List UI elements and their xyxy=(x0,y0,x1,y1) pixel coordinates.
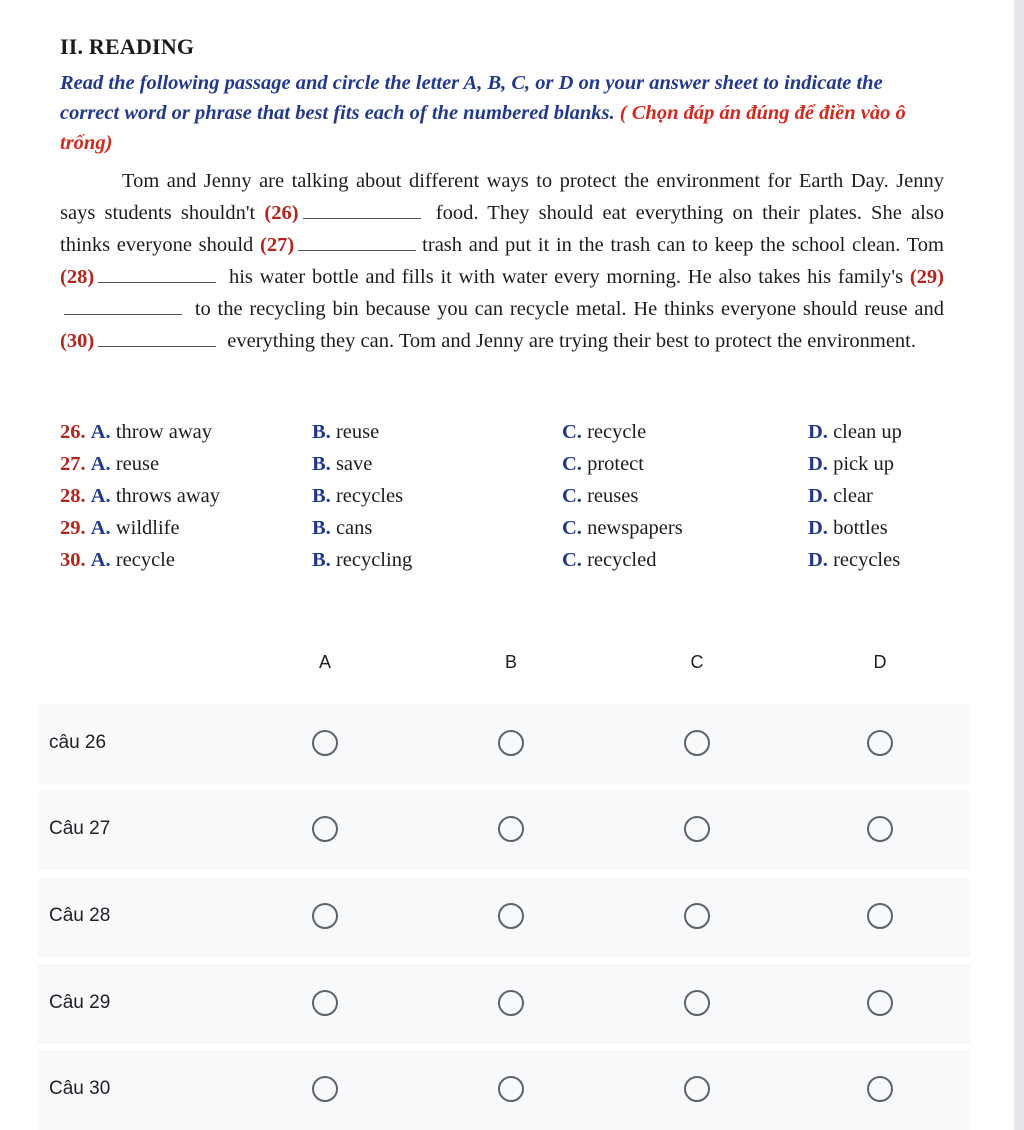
option-a: recycle xyxy=(115,549,175,571)
option-letter: C. xyxy=(562,485,582,507)
option-letter: C. xyxy=(562,517,582,539)
column-header-c: C xyxy=(690,652,704,672)
option-a: wildlife xyxy=(115,517,180,539)
question-row xyxy=(60,421,960,453)
option-a: throw away xyxy=(115,421,213,443)
option-letter: B. xyxy=(312,421,331,443)
option-letter: D. xyxy=(808,549,828,571)
reading-passage xyxy=(60,165,944,357)
option-letter: A. xyxy=(90,421,111,443)
window-edge xyxy=(1014,0,1024,1130)
option-letter: A. xyxy=(90,453,111,475)
radio-28-c[interactable] xyxy=(684,903,710,929)
option-letter: C. xyxy=(562,421,582,443)
option-d: clear xyxy=(833,485,873,507)
blank-line xyxy=(303,200,421,219)
question-row xyxy=(60,549,960,581)
passage-text: trash and put it in the trash can to keep the school clean. Tom xyxy=(422,234,944,256)
question-number: 28. xyxy=(60,485,86,507)
instructions-vn: ( Chọn đáp án đúng để điền vào ô trống) xyxy=(60,102,906,154)
question-number: 29. xyxy=(60,517,86,539)
question-row xyxy=(60,453,960,485)
option-d: pick up xyxy=(833,453,894,475)
option-letter: B. xyxy=(312,485,331,507)
option-b: reuse xyxy=(335,421,380,443)
radio-26-d[interactable] xyxy=(867,730,893,756)
radio-30-b[interactable] xyxy=(498,1076,524,1102)
column-header-d: D xyxy=(873,652,887,672)
grid-row-26 xyxy=(38,704,970,784)
question-number: 27. xyxy=(60,453,86,475)
row-label: Câu 30 xyxy=(49,1078,111,1099)
option-letter: D. xyxy=(808,421,828,443)
grid-row-30 xyxy=(38,1050,970,1130)
passage-text: his water bottle and fills it with water every morning. He also takes his family's xyxy=(228,266,904,288)
row-label: Câu 27 xyxy=(49,818,111,839)
grid-row-29 xyxy=(38,964,970,1044)
option-letter: A. xyxy=(90,517,111,539)
section-heading: II. READING xyxy=(60,34,195,59)
option-letter: A. xyxy=(90,549,111,571)
passage-text: food. They should eat everything on their plates. She also thinks everyone should xyxy=(60,202,945,256)
blank-number: (29) xyxy=(909,266,944,288)
option-b: save xyxy=(335,453,373,475)
question-row xyxy=(60,485,960,517)
radio-29-b[interactable] xyxy=(498,990,524,1016)
radio-27-b[interactable] xyxy=(498,816,524,842)
radio-26-c[interactable] xyxy=(684,730,710,756)
row-label: Câu 29 xyxy=(49,992,111,1013)
question-row xyxy=(60,517,960,549)
blank-number: (28) xyxy=(60,266,95,288)
option-c: reuses xyxy=(587,485,639,507)
answer-options xyxy=(60,421,960,581)
radio-26-a[interactable] xyxy=(312,730,338,756)
passage-text: everything they can. Tom and Jenny are trying their best to protect the environment. xyxy=(227,330,917,352)
blank-line xyxy=(98,328,216,347)
instructions-en: Read the following passage and circle the letter A, B, C, or D on your answer sheet to indicate the correct word or phrase that best fits each of the numbered blanks. xyxy=(60,72,883,124)
option-letter: D. xyxy=(808,453,828,475)
radio-29-c[interactable] xyxy=(684,990,710,1016)
option-d: recycles xyxy=(833,549,901,571)
option-b: recycling xyxy=(335,549,413,571)
row-label: Câu 28 xyxy=(49,905,111,926)
radio-28-d[interactable] xyxy=(867,903,893,929)
radio-27-c[interactable] xyxy=(684,816,710,842)
option-letter: C. xyxy=(562,549,582,571)
blank-number: (27) xyxy=(260,234,295,256)
option-letter: D. xyxy=(808,517,828,539)
option-b: cans xyxy=(335,517,373,539)
radio-26-b[interactable] xyxy=(498,730,524,756)
grid-row-27 xyxy=(38,790,970,870)
column-header-a: A xyxy=(318,652,332,672)
grid-row-28 xyxy=(38,877,970,957)
radio-28-a[interactable] xyxy=(312,903,338,929)
option-c: protect xyxy=(587,453,644,475)
question-number: 30. xyxy=(60,549,86,571)
option-b: recycles xyxy=(335,485,404,507)
option-a: reuse xyxy=(115,453,160,475)
option-letter: C. xyxy=(562,453,582,475)
radio-30-c[interactable] xyxy=(684,1076,710,1102)
passage-text: Tom and Jenny are talking about different ways to protect the environment for Earth Day. Jenny says students shouldn't xyxy=(60,170,944,224)
option-a: throws away xyxy=(115,485,220,507)
radio-28-b[interactable] xyxy=(498,903,524,929)
radio-27-d[interactable] xyxy=(867,816,893,842)
option-letter: B. xyxy=(312,453,331,475)
column-header-b: B xyxy=(504,652,518,672)
blank-line xyxy=(298,232,416,251)
row-label: câu 26 xyxy=(49,732,107,753)
option-d: clean up xyxy=(833,421,902,443)
blank-number: (30) xyxy=(60,330,95,352)
radio-29-a[interactable] xyxy=(312,990,338,1016)
option-c: recycle xyxy=(587,421,647,443)
blank-line xyxy=(64,296,182,315)
option-letter: B. xyxy=(312,517,331,539)
blank-number: (26) xyxy=(264,202,299,224)
option-letter: B. xyxy=(312,549,331,571)
option-letter: D. xyxy=(808,485,828,507)
radio-30-d[interactable] xyxy=(867,1076,893,1102)
option-c: newspapers xyxy=(587,517,683,539)
instructions xyxy=(60,68,944,158)
option-d: bottles xyxy=(833,517,888,539)
blank-line xyxy=(98,264,216,283)
radio-30-a[interactable] xyxy=(312,1076,338,1102)
radio-29-d[interactable] xyxy=(867,990,893,1016)
radio-27-a[interactable] xyxy=(312,816,338,842)
question-number: 26. xyxy=(60,421,86,443)
option-letter: A. xyxy=(90,485,111,507)
option-c: recycled xyxy=(587,549,657,571)
passage-text: to the recycling bin because you can recycle metal. He thinks everyone should reuse and xyxy=(194,298,945,320)
